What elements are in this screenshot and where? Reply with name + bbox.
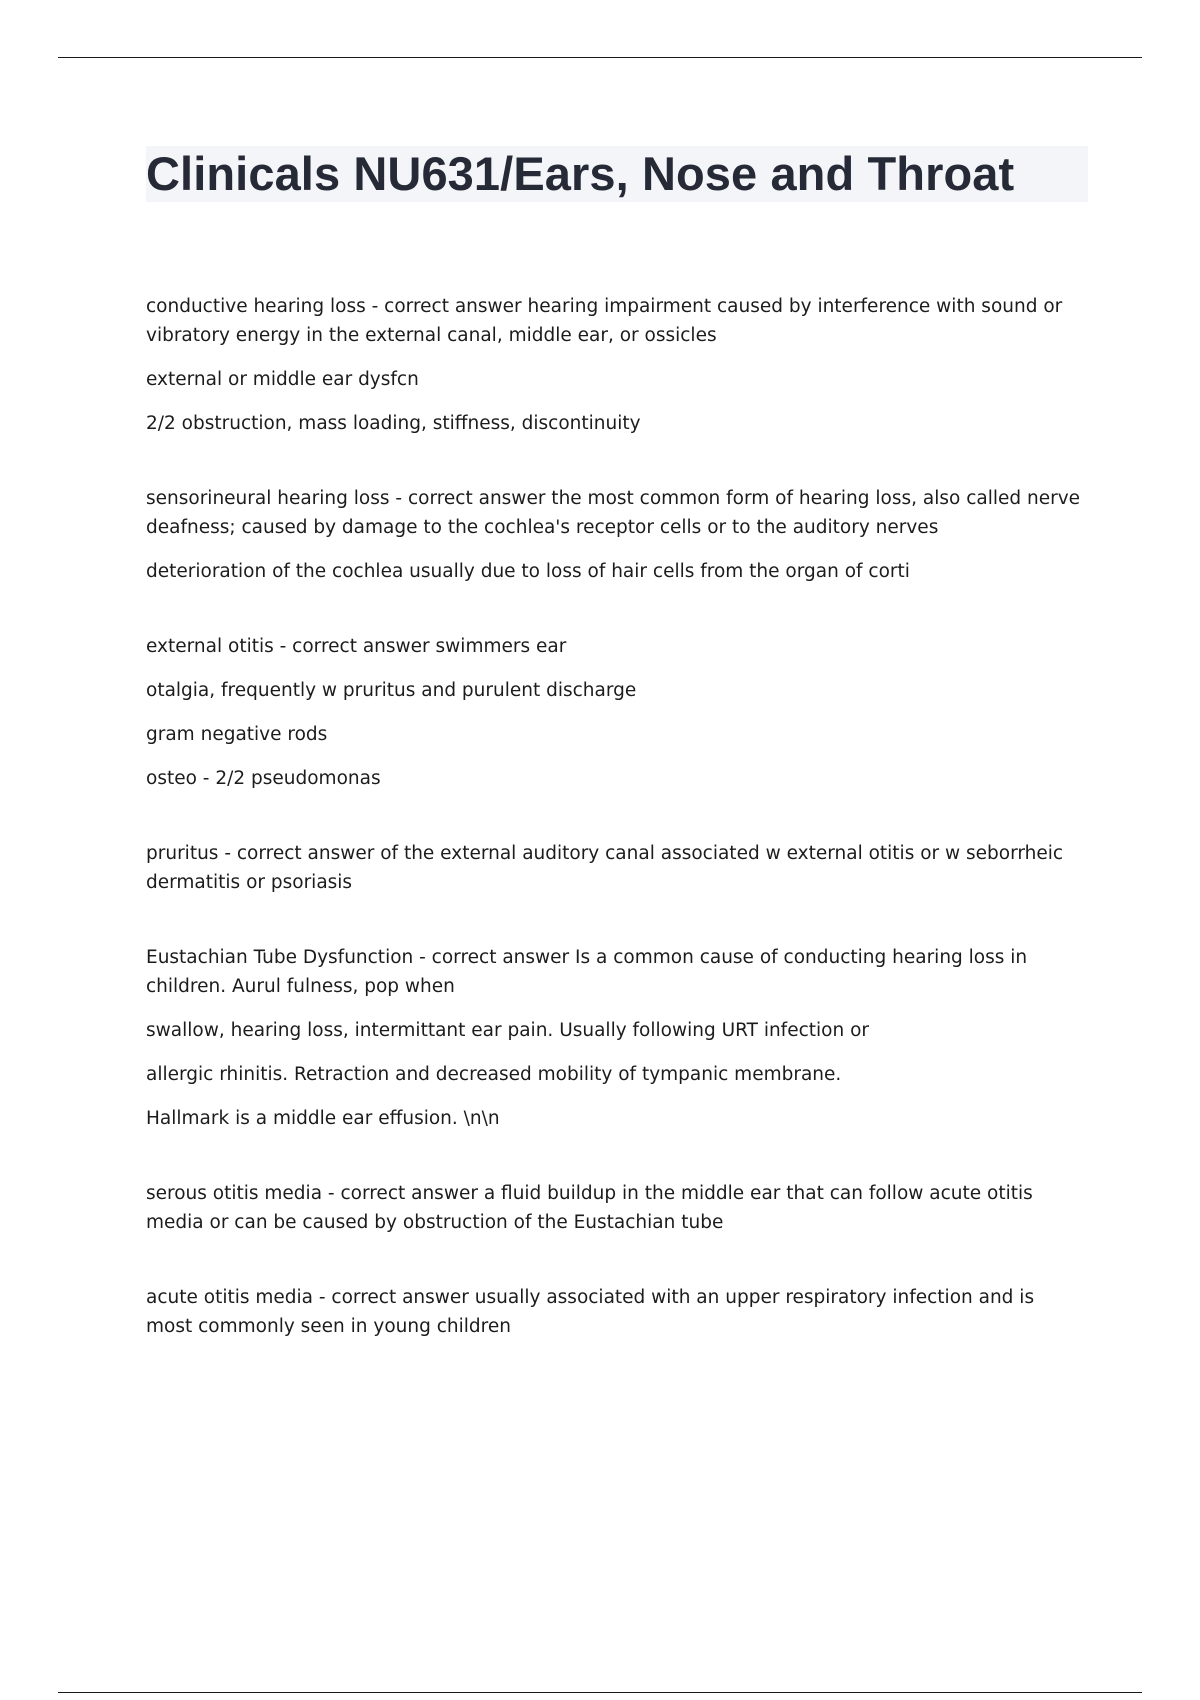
entry-line: 2/2 obstruction, mass loading, stiffness, discontinuity	[146, 413, 641, 434]
entry-line: Eustachian Tube Dysfunction - correct answer Is a common cause of conducting hearing loss in children. Aurul fulness, pop when	[146, 947, 1028, 997]
entry-line: pruritus - correct answer of the external auditory canal associated w external otitis or w seborrheic dermatitis or psoriasis	[146, 843, 1064, 893]
entry-line: allergic rhinitis. Retraction and decreased mobility of tympanic membrane.	[146, 1064, 842, 1085]
entry-line: otalgia, frequently w pruritus and purulent discharge	[146, 680, 637, 701]
entry-acute-otitis-media	[146, 1283, 1086, 1341]
entry-eustachian-tube-dysfunction	[146, 943, 1086, 1133]
entry-line: Hallmark is a middle ear effusion. \n\n	[146, 1108, 500, 1129]
entry-line: gram negative rods	[146, 724, 328, 745]
entry-line: acute otitis media - correct answer usually associated with an upper respiratory infection and is most commonly seen in young children	[146, 1287, 1035, 1337]
entry-serous-otitis-media	[146, 1179, 1086, 1237]
entry-conductive-hearing-loss	[146, 292, 1086, 438]
entry-line: external or middle ear dysfcn	[146, 369, 419, 390]
entry-external-otitis	[146, 632, 1086, 793]
entry-line: sensorineural hearing loss - correct answer the most common form of hearing loss, also called nerve deafness; caused by damage to the cochlea's receptor cells or to the auditory nerves	[146, 488, 1081, 538]
entry-line: external otitis - correct answer swimmers ear	[146, 636, 567, 657]
entry-line: osteo - 2/2 pseudomonas	[146, 768, 381, 789]
entry-pruritus	[146, 839, 1086, 897]
entry-line: deterioration of the cochlea usually due to loss of hair cells from the organ of corti	[146, 561, 910, 582]
entry-line: conductive hearing loss - correct answer hearing impairment caused by interference with sound or vibratory energy in the external canal, middle ear, or ossicles	[146, 296, 1063, 346]
entry-line: serous otitis media - correct answer a fluid buildup in the middle ear that can follow acute otitis media or can be caused by obstruction of the Eustachian tube	[146, 1183, 1033, 1233]
entry-line: swallow, hearing loss, intermittant ear pain. Usually following URT infection or	[146, 1020, 869, 1041]
entry-sensorineural-hearing-loss	[146, 484, 1086, 586]
page-title: Clinicals NU631/Ears, Nose and Throat	[146, 147, 1015, 200]
entry-list	[146, 292, 1086, 1387]
top-rule	[58, 57, 1142, 58]
bottom-rule	[58, 1692, 1142, 1693]
